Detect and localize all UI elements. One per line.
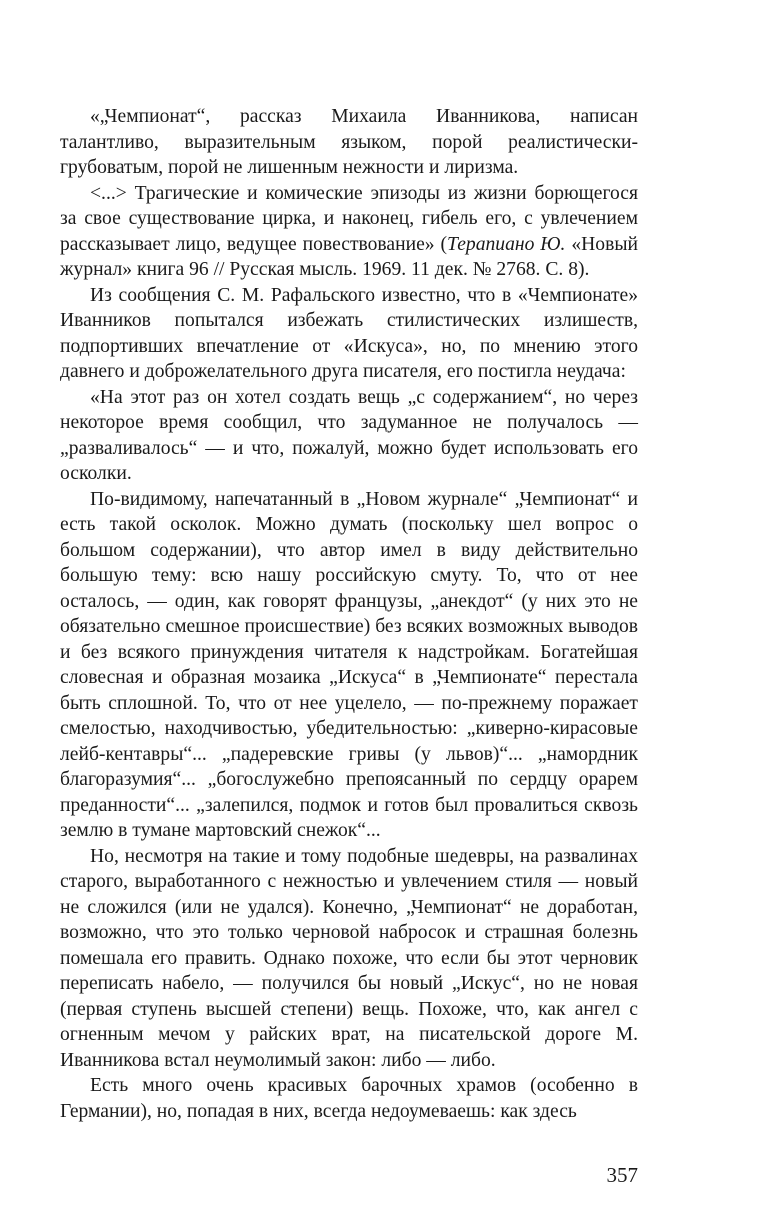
paragraph-text: Из сообщения С. М. Рафальского известно, что в «Чемпионате» Иванников попытался избежать стилистических излишеств, подпортивших впечатление от «Искуса», но, по мнению этого давнего и доброжелательного друга писателя, его постигла неудача: [60,284,638,382]
author-citation: Терапиано Ю. [447,233,566,255]
paragraph [60,104,638,181]
paragraph-text: «На этот раз он хотел создать вещь „с содержанием“, но через некоторое время сообщил, что задуманное не получалось — „разваливалось“ — и что, пожалуй, можно будет использовать его осколки. [60,386,638,484]
page-number: 357 [606,1163,638,1187]
text-column [60,104,638,1124]
quote-paragraph [60,385,638,487]
paragraph-text: <...> Трагические и комические эпизоды из жизни борющегося за свое существование цирка, и наконец, гибель его, с увлечением рассказывает лицо, ведущее повествование» ( [60,182,638,255]
paragraph [60,283,638,385]
paragraph [60,181,638,283]
paragraph-text: «Новый журнал» книга 96 // Русская мысль. 1969. 11 дек. № 2768. С. 8). [60,233,638,280]
paragraph-text: «„Чемпионат“, рассказ Михаила Иванникова, написан талантливо, выразительным языком, порой реалистически-грубоватым, порой не лишенным нежности и лиризма. [60,106,638,178]
paragraph-text: Но, несмотря на такие и тому подобные шедевры, на развалинах старого, выработанного с нежностью и увлечением стиля — новый не сложился (или не удался). Конечно, „Чемпионат“ не доработан, возможно, что это только черновой набросок и страшная болезнь помешала его править. Однако похоже, что если бы этот черновик переписать набело, — получился бы новый „Искус“, но не новая (первая ступень высшей степени) вещь. Похоже, что, как ангел с огненным мечом у райских врат, на писательской дороге М. Иванникова встал неумолимый закон: либо — либо. [60,845,638,1071]
paragraph-text: Есть много очень красивых барочных храмов (особенно в Германии), но, попадая в них, всегда недоумеваешь: как здесь [60,1075,638,1122]
paragraph-text: По-видимому, напечатанный в „Новом журнале“ „Чемпионат“ и есть такой осколок. Можно думать (поскольку шел вопрос о большом содержании), что автор имел в виду действительно большую тему: всю нашу российскую смуту. То, что от нее осталось, — один, как говорят французы, „анекдот“ (у них это не обязательно смешное происшествие) без всяких возможных выводов и без всякого принуждения читателя к надстройкам. Богатейшая словесная и образная мозаика „Искуса“ в „Чемпионате“ перестала быть сплошной. То, что от нее уцелело, — по-прежнему поражает смелостью, находчивостью, убедительностью: „киверно-кирасовые лейб-кентавры“... „падеревские гривы (у львов)“... „намордник благоразумия“... „богослужебно препоясанный по сердцу орарем преданности“... „залепился, подмок и готов был провалиться сквозь землю в тумане мартовский снежок“... [60,488,638,841]
paragraph [60,1073,638,1124]
paragraph [60,487,638,844]
paragraph [60,844,638,1074]
